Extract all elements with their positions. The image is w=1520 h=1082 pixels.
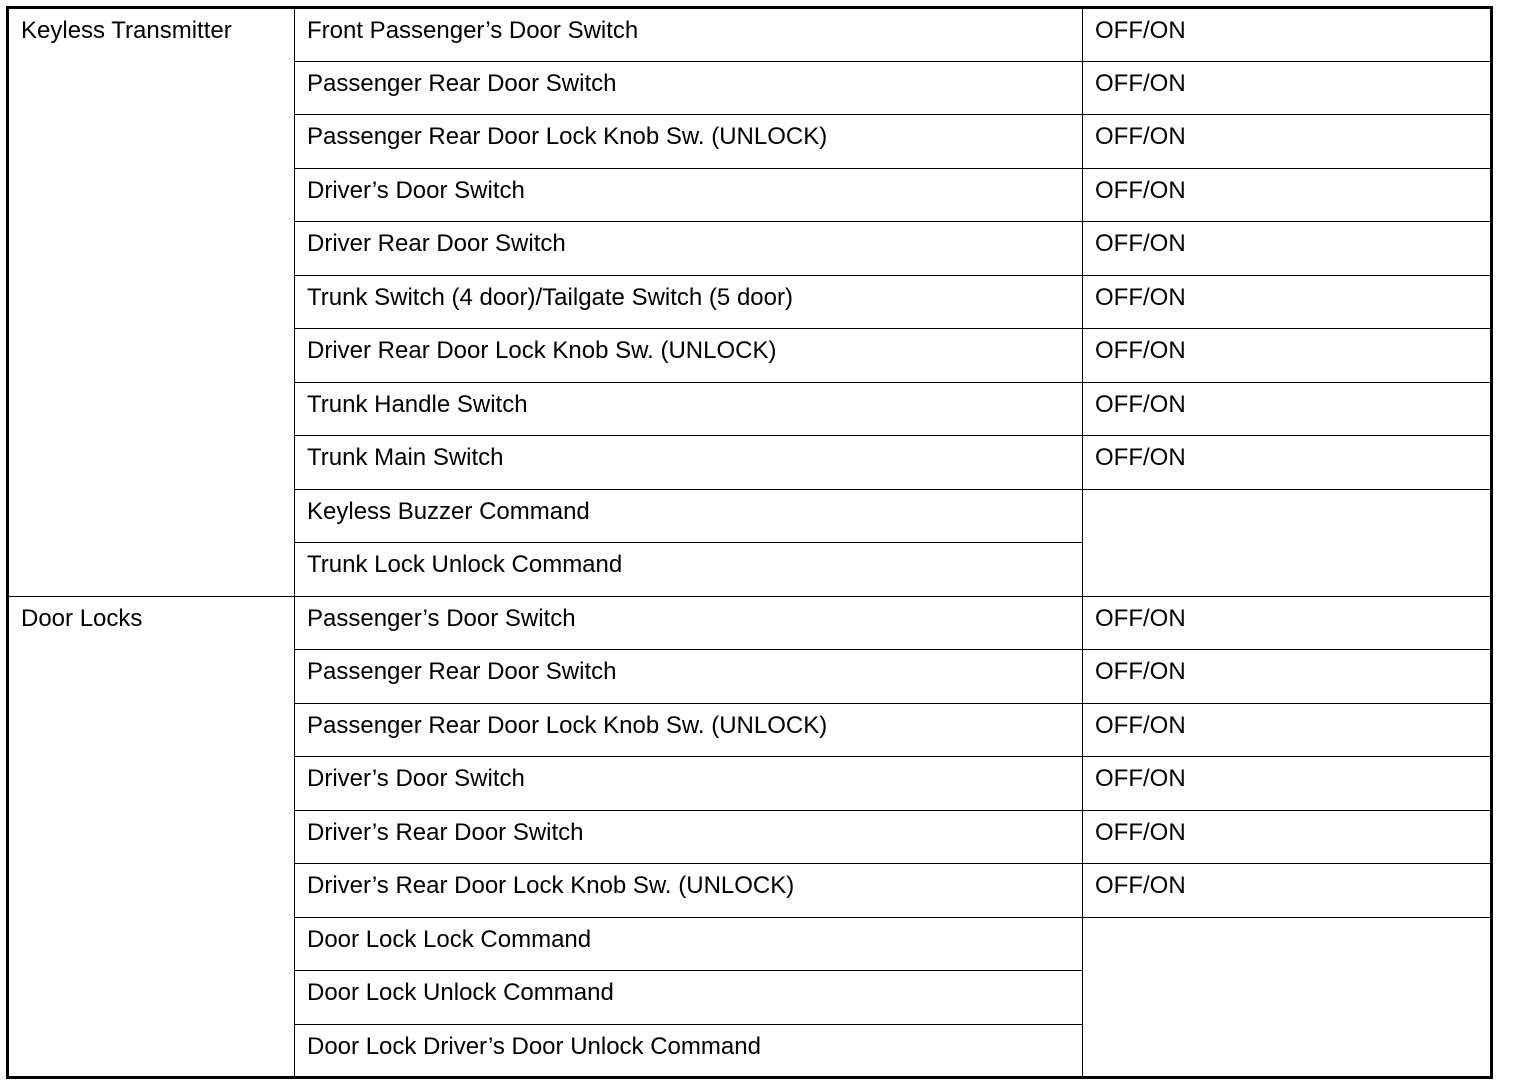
command-label: Door Lock Driver’s Door Unlock Command <box>295 1024 1083 1078</box>
item-value: OFF/ON <box>1083 650 1492 704</box>
item-value: OFF/ON <box>1083 329 1492 383</box>
item-value: OFF/ON <box>1083 222 1492 276</box>
item-value: OFF/ON <box>1083 810 1492 864</box>
item-value: OFF/ON <box>1083 61 1492 115</box>
command-label: Door Lock Lock Command <box>295 917 1083 971</box>
data-table <box>6 6 1493 1079</box>
item-label: Driver’s Rear Door Switch <box>295 810 1083 864</box>
command-label: Trunk Lock Unlock Command <box>295 543 1083 597</box>
item-label: Trunk Switch (4 door)/Tailgate Switch (5 door) <box>295 275 1083 329</box>
item-value: OFF/ON <box>1083 275 1492 329</box>
item-value: OFF/ON <box>1083 8 1492 62</box>
command-label: Keyless Buzzer Command <box>295 489 1083 543</box>
item-label: Passenger’s Door Switch <box>295 596 1083 650</box>
item-label: Driver’s Door Switch <box>295 168 1083 222</box>
empty-value-cell <box>1083 489 1492 596</box>
item-label: Passenger Rear Door Lock Knob Sw. (UNLOCK) <box>295 703 1083 757</box>
item-label: Driver Rear Door Lock Knob Sw. (UNLOCK) <box>295 329 1083 383</box>
table-row <box>8 596 1492 650</box>
item-value: OFF/ON <box>1083 168 1492 222</box>
item-value: OFF/ON <box>1083 436 1492 490</box>
item-label: Driver’s Door Switch <box>295 757 1083 811</box>
item-label: Driver’s Rear Door Lock Knob Sw. (UNLOCK) <box>295 864 1083 918</box>
group-label: Keyless Transmitter <box>8 8 295 597</box>
item-value: OFF/ON <box>1083 703 1492 757</box>
table-row <box>8 8 1492 62</box>
item-label: Trunk Main Switch <box>295 436 1083 490</box>
item-label: Passenger Rear Door Switch <box>295 650 1083 704</box>
empty-value-cell <box>1083 917 1492 1078</box>
item-value: OFF/ON <box>1083 864 1492 918</box>
item-value: OFF/ON <box>1083 757 1492 811</box>
item-label: Trunk Handle Switch <box>295 382 1083 436</box>
group-label: Door Locks <box>8 596 295 1078</box>
item-label: Passenger Rear Door Switch <box>295 61 1083 115</box>
item-value: OFF/ON <box>1083 382 1492 436</box>
command-label: Door Lock Unlock Command <box>295 971 1083 1025</box>
item-value: OFF/ON <box>1083 596 1492 650</box>
item-label: Driver Rear Door Switch <box>295 222 1083 276</box>
item-label: Front Passenger’s Door Switch <box>295 8 1083 62</box>
item-value: OFF/ON <box>1083 115 1492 169</box>
item-label: Passenger Rear Door Lock Knob Sw. (UNLOCK) <box>295 115 1083 169</box>
